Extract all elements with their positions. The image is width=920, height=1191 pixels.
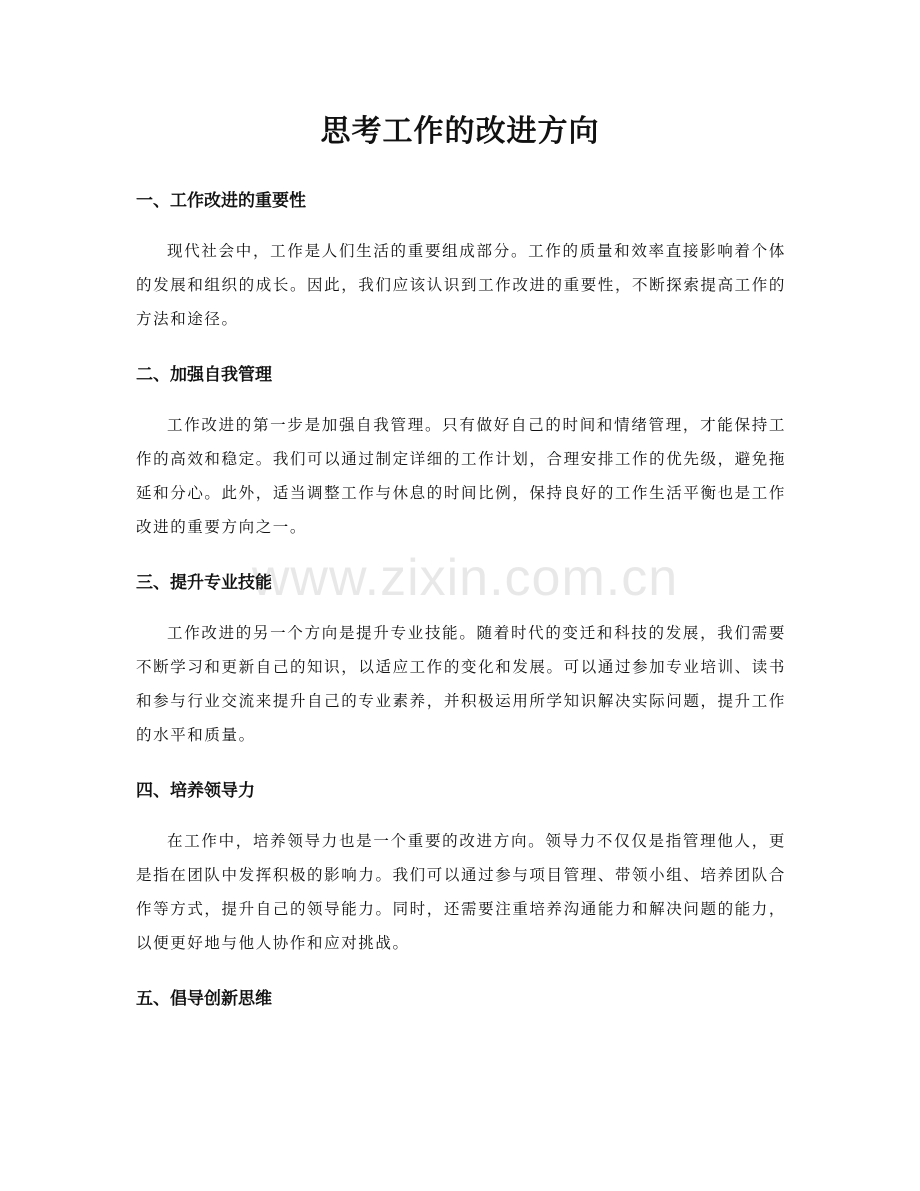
section-body-4: 在工作中，培养领导力也是一个重要的改进方向。领导力不仅仅是指管理他人，更是指在团队中发挥积极的影响力。我们可以通过参与项目管理、带领小组、培养团队合作等方式，提升自己的领导能力。同时，还需要注重培养沟通能力和解决问题的能力，以便更好地与他人协作和应对挑战。	[136, 832, 786, 952]
section-heading-5: 五、倡导创新思维	[136, 989, 272, 1009]
section-body-3: 工作改进的另一个方向是提升专业技能。随着时代的变迁和科技的发展，我们需要不断学习和更新自己的知识，以适应工作的变化和发展。可以通过参加专业培训、读书和参与行业交流来提升自己的专业素养，并积极运用所学知识解决实际问题，提升工作的水平和质量。	[136, 624, 786, 744]
section-heading-1: 一、工作改进的重要性	[136, 191, 306, 211]
section-body-2: 工作改进的第一步是加强自我管理。只有做好自己的时间和情绪管理，才能保持工作的高效和稳定。我们可以通过制定详细的工作计划，合理安排工作的优先级，避免拖延和分心。此外，适当调整工作与休息的时间比例，保持良好的工作生活平衡也是工作改进的重要方向之一。	[136, 416, 786, 536]
document-title: 思考工作的改进方向	[320, 114, 600, 149]
section-heading-4: 四、培养领导力	[136, 781, 255, 801]
watermark: www.zixin.com.cn	[251, 549, 679, 607]
section-body-1: 现代社会中，工作是人们生活的重要组成部分。工作的质量和效率直接影响着个体的发展和组织的成长。因此，我们应该认识到工作改进的重要性，不断探索提高工作的方法和途径。	[136, 242, 786, 328]
section-heading-3: 三、提升专业技能	[136, 573, 272, 593]
section-heading-2: 二、加强自我管理	[136, 365, 272, 385]
